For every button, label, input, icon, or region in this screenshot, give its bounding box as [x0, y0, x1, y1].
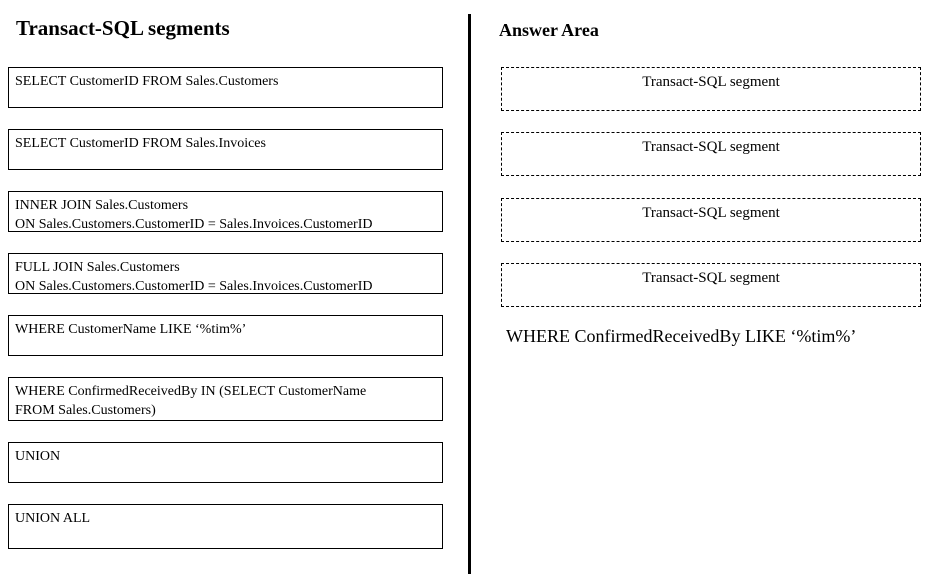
answer-area-title: Answer Area [499, 20, 599, 40]
segment-where-in-subquery[interactable]: WHERE ConfirmedReceivedBy IN (SELECT CustomerName FROM Sales.Customers) [8, 377, 443, 421]
panel-divider [468, 14, 471, 574]
segment-select-invoices[interactable]: SELECT CustomerID FROM Sales.Invoices [8, 129, 443, 170]
segment-union[interactable]: UNION [8, 442, 443, 483]
fixed-where-clause: WHERE ConfirmedReceivedBy LIKE ‘%tim%’ [506, 326, 857, 346]
segment-union-all[interactable]: UNION ALL [8, 504, 443, 549]
answer-slot-3[interactable]: Transact-SQL segment [501, 198, 921, 242]
segment-inner-join[interactable]: INNER JOIN Sales.Customers ON Sales.Customers.CustomerID = Sales.Invoices.CustomerID [8, 191, 443, 232]
answer-slot-1[interactable]: Transact-SQL segment [501, 67, 921, 111]
segment-full-join[interactable]: FULL JOIN Sales.Customers ON Sales.Customers.CustomerID = Sales.Invoices.CustomerID [8, 253, 443, 294]
answer-slot-2[interactable]: Transact-SQL segment [501, 132, 921, 176]
segment-where-customername[interactable]: WHERE CustomerName LIKE ‘%tim%’ [8, 315, 443, 356]
segment-select-customers[interactable]: SELECT CustomerID FROM Sales.Customers [8, 67, 443, 108]
segments-title: Transact-SQL segments [16, 16, 230, 40]
answer-slot-4[interactable]: Transact-SQL segment [501, 263, 921, 307]
